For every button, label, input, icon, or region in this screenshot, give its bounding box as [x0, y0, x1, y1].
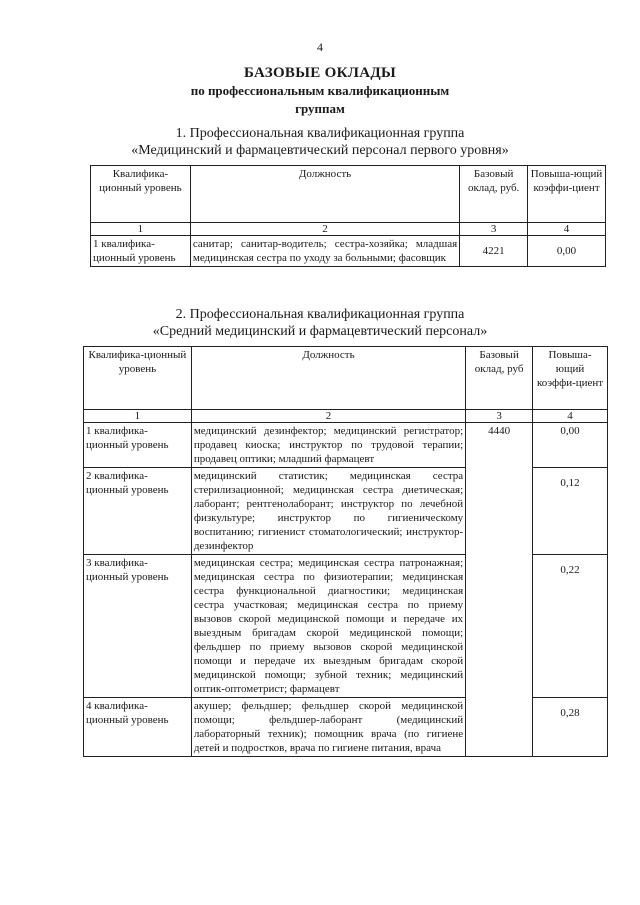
table-row [84, 423, 608, 468]
group1-heading-line-2: «Медицинский и фармацевтический персонал первого уровня» [131, 143, 509, 158]
column-index: 4 [533, 410, 608, 423]
group1-table [90, 165, 606, 267]
group2-heading-line-2: «Средний медицинский и фармацевтический персонал» [152, 324, 488, 339]
table-header-row [84, 347, 608, 410]
column-index: 3 [466, 410, 533, 423]
title-line-1: БАЗОВЫЕ ОКЛАДЫ [243, 65, 397, 81]
group2-heading [0, 306, 640, 340]
column-header-coefficient: Повыша-ющий коэффи-циент [533, 347, 608, 410]
column-index: 4 [528, 223, 606, 236]
column-header-coefficient: Повыша-ющий коэффи-циент [528, 166, 606, 223]
column-header-level: Квалифика-ционный уровень [91, 166, 191, 223]
column-index: 3 [460, 223, 528, 236]
column-index: 2 [191, 410, 465, 423]
coefficient-cell: 0,12 [533, 468, 608, 555]
column-header-salary: Базовый оклад, руб [466, 347, 533, 410]
group2-heading-line-1: 2. Профессиональная квалификационная группа [175, 307, 465, 322]
column-index: 1 [91, 223, 191, 236]
coefficient-cell: 0,22 [533, 555, 608, 698]
table-header-row [91, 166, 606, 223]
page-number: 4 [317, 40, 323, 54]
group1-heading [0, 125, 640, 159]
position-cell: медицинская сестра; медицинская сестра патронажная; медицинская сестра по физиотерапии; медицинская сестра функциональной диагностики; медицинская сестра участковая; медицинская сестра по приему вызовов скорой медицинской помощи и передаче их выездным бригадам скорой медицинской помощи; фельдшер по приему вызовов скорой медицинской помощи и передаче их выездным бригадам скорой медицинской помощи; зубной техник; медицинский оптик-оптометрист; фармацевт [191, 555, 465, 698]
salary-cell: 4440 [466, 423, 533, 757]
column-index-row [91, 223, 606, 236]
level-cell: 3 квалифика-ционный уровень [84, 555, 192, 698]
table-row [91, 236, 606, 267]
level-cell: 4 квалифика-ционный уровень [84, 698, 192, 757]
salary-cell: 4221 [460, 236, 528, 267]
title-line-2: по профессиональным квалификационным [190, 83, 450, 98]
group2-table [83, 346, 608, 757]
level-cell: 1 квалифика-ционный уровень [91, 236, 191, 267]
column-header-position: Должность [190, 166, 459, 223]
document-title [0, 64, 640, 118]
level-cell: 1 квалифика-ционный уровень [84, 423, 192, 468]
column-index-row [84, 410, 608, 423]
column-index: 1 [84, 410, 192, 423]
column-header-salary: Базовый оклад, руб. [460, 166, 528, 223]
column-header-level: Квалифика-ционный уровень [84, 347, 192, 410]
position-cell: санитар; санитар-водитель; сестра-хозяйка; младшая медицинская сестра по уходу за больными; фасовщик [190, 236, 459, 267]
coefficient-cell: 0,28 [533, 698, 608, 757]
title-line-3: группам [295, 101, 345, 116]
coefficient-cell: 0,00 [533, 423, 608, 468]
column-index: 2 [190, 223, 459, 236]
position-cell: медицинский статистик; медицинская сестра стерилизационной; медицинская сестра диетическая; лаборант; рентгенолаборант; инструктор по лечебной физкультуре; инструктор по гигиеническому воспитанию; гигиенист стоматологический; инструктор-дезинфектор [191, 468, 465, 555]
position-cell: акушер; фельдшер; фельдшер скорой медицинской помощи; фельдшер-лаборант (медицинский лабораторный техник); помощник врача (по гигиене детей и подростков, врача по гигиене питания, врача [191, 698, 465, 757]
position-cell: медицинский дезинфектор; медицинский регистратор; продавец киоска; инструктор по трудовой терапии; продавец оптики; младший фармацевт [191, 423, 465, 468]
group1-heading-line-1: 1. Профессиональная квалификационная группа [175, 126, 465, 141]
column-header-position: Должность [191, 347, 465, 410]
coefficient-cell: 0,00 [528, 236, 606, 267]
level-cell: 2 квалифика-ционный уровень [84, 468, 192, 555]
